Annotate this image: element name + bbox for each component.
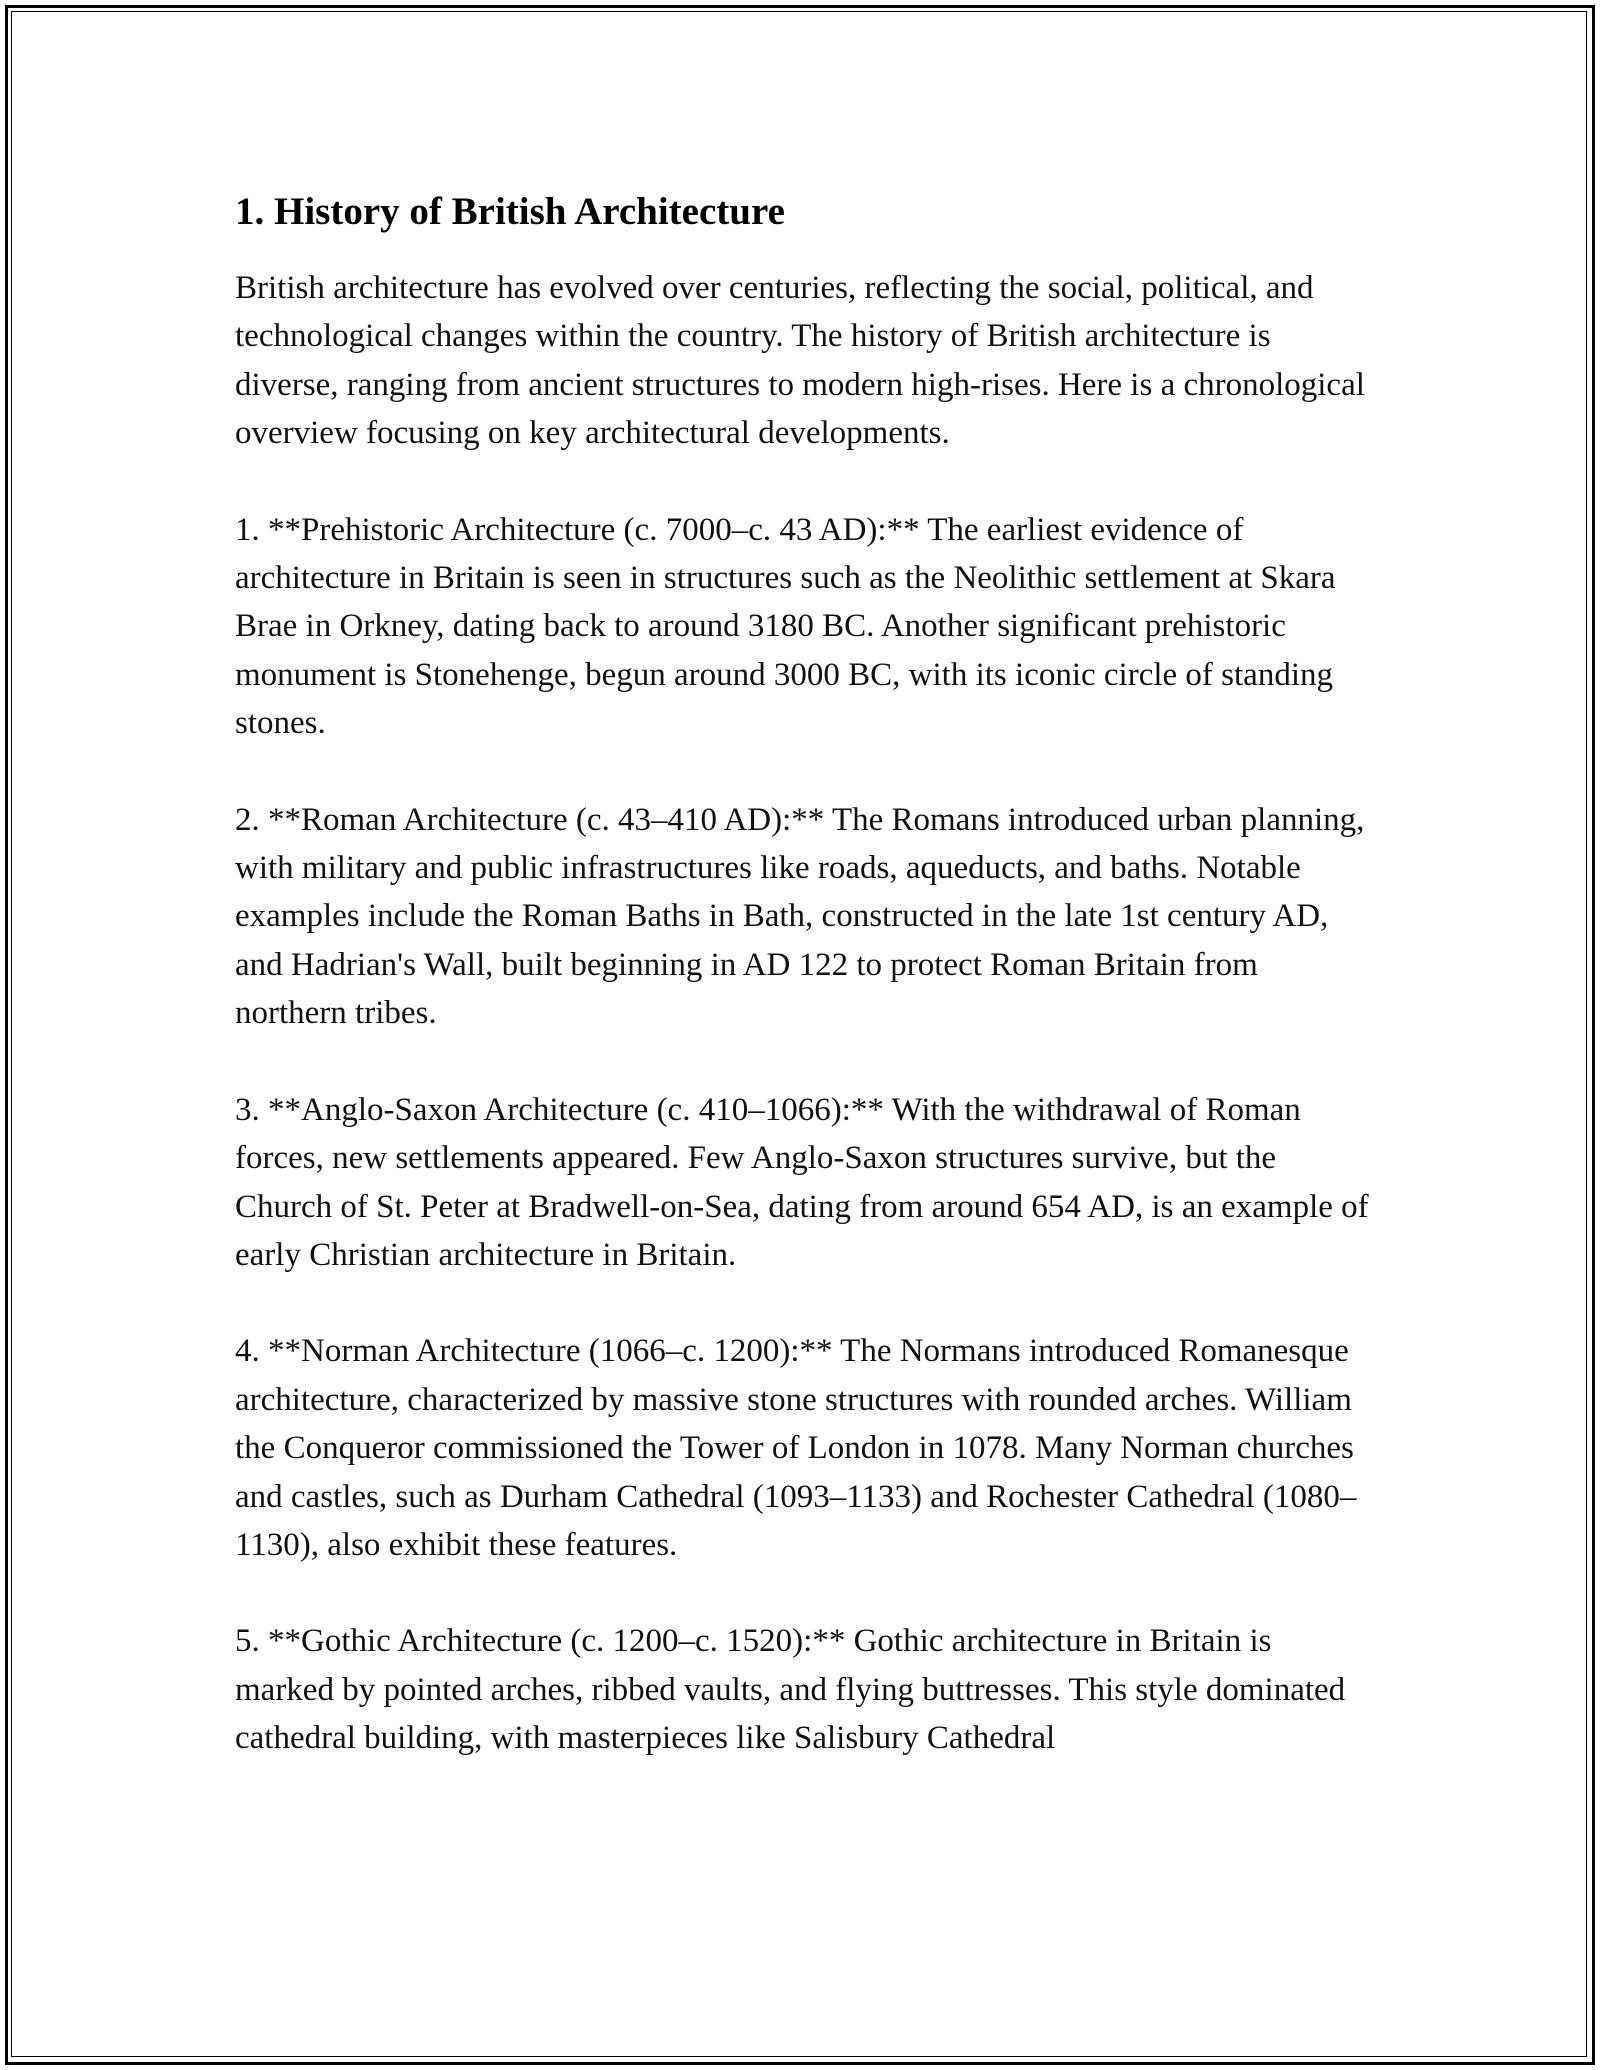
anglo-saxon-paragraph: 3. **Anglo-Saxon Architecture (c. 410–1066):** With the withdrawal of Roman forces, new settlements appeared. Few Anglo-Saxon structures survive, but the Church of St. Peter at Bradwell-on-Sea, dating from around 654 AD, is an example of early Christian architecture in Britain. [235, 1091, 1369, 1273]
document-body [235, 186, 1375, 1811]
section-heading: 1. History of British Architecture [235, 190, 785, 233]
intro-paragraph: British architecture has evolved over centuries, reflecting the social, political, and technological changes within the country. The history of British architecture is diverse, ranging from ancient structures to modern high-rises. Here is a chronological overview focusing on key architectural developments. [235, 270, 1365, 452]
roman-paragraph: 2. **Roman Architecture (c. 43–410 AD):** The Romans introduced urban planning, with military and public infrastructures like roads, aqueducts, and baths. Notable examples include the Roman Baths in Bath, constructed in the late 1st century AD, and Hadrian's Wall, built beginning in AD 122 to protect Roman Britain from northern tribes. [235, 801, 1365, 1032]
gothic-paragraph: 5. **Gothic Architecture (c. 1200–c. 1520):** Gothic architecture in Britain is marked by pointed arches, ribbed vaults, and flying buttresses. This style dominated cathedral building, with masterpieces like Salisbury Cathedral [235, 1623, 1346, 1757]
prehistoric-paragraph: 1. **Prehistoric Architecture (c. 7000–c. 43 AD):** The earliest evidence of architecture in Britain is seen in structures such as the Neolithic settlement at Skara Brae in Orkney, dating back to around 3180 BC. Another significant prehistoric monument is Stonehenge, begun around 3000 BC, with its iconic circle of standing stones. [235, 511, 1336, 742]
norman-paragraph: 4. **Norman Architecture (1066–c. 1200):** The Normans introduced Romanesque architecture, characterized by massive stone structures with rounded arches. William the Conqueror commissioned the Tower of London in 1078. Many Norman churches and castles, such as Durham Cathedral (1093–1133) and Rochester Cathedral (1080–1130), also exhibit these features. [235, 1333, 1357, 1563]
